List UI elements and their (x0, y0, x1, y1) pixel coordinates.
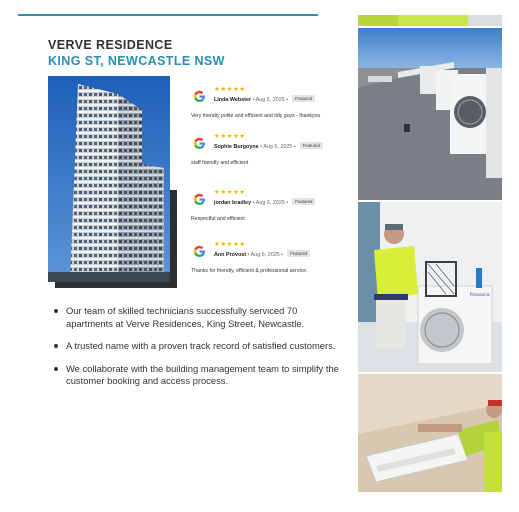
review-card (191, 135, 351, 166)
photo-rooftop-ac-units (358, 28, 502, 200)
review-card (191, 88, 351, 119)
highlight-item: Our team of skilled technicians successfully serviced 70 apartments at Verve Residences, King Street, Newcastle. (52, 305, 342, 330)
reviewer-line: Linda Webster • Aug 5, 2025 • Featured (214, 95, 315, 103)
building-photo (48, 76, 170, 282)
page-subtitle: KING ST, NEWCASTLE NSW (48, 54, 225, 68)
photo-technician-split-system (358, 374, 502, 492)
review-text: Respectful and efficient (191, 216, 245, 222)
review-text: Very friendly polite and efficient and tidy guys - thankyou (191, 113, 321, 119)
reviewer-name: Sophie Burgoyne (214, 144, 259, 150)
reviewer-line: Ann Provost • Aug 6, 2025 • Featured (214, 250, 310, 258)
reviewer-line: jordan bradley • Aug 6, 2025 • Featured (214, 198, 315, 206)
featured-badge: Featured (292, 198, 315, 205)
google-icon (193, 137, 206, 150)
featured-badge: Featured (300, 142, 323, 149)
highlight-item: We collaborate with the building management team to simplify the customer booking and access process. (52, 363, 342, 388)
review-date: Aug 6, 2025 (250, 252, 280, 258)
reviewer-name: jordan bradley (214, 200, 252, 206)
featured-badge: Featured (287, 250, 310, 257)
review-date: Aug 6, 2025 (255, 200, 285, 206)
google-icon (193, 193, 206, 206)
google-icon (193, 245, 206, 258)
star-rating: ★★★★★ (214, 86, 246, 93)
photo-technician-filter (358, 202, 502, 372)
featured-badge: Featured (292, 95, 315, 102)
review-text: staff friendly and efficient (191, 160, 249, 166)
page-title: VERVE RESIDENCE (48, 38, 173, 52)
review-card (191, 243, 351, 274)
star-rating: ★★★★★ (214, 241, 246, 248)
top-divider (18, 14, 318, 16)
review-date: Aug 5, 2025 (255, 97, 285, 103)
highlights-list (52, 305, 342, 398)
highlight-item: A trusted name with a proven track record of satisfied customers. (52, 340, 342, 353)
review-card (191, 191, 351, 222)
reviewer-name: Ann Provost (214, 252, 247, 258)
star-rating: ★★★★★ (214, 189, 246, 196)
google-icon (193, 90, 206, 103)
review-date: Aug 5, 2025 (263, 144, 293, 150)
reviewer-line: Sophie Burgoyne • Aug 5, 2025 • Featured (214, 142, 323, 150)
star-rating: ★★★★★ (214, 133, 246, 140)
photo-hi-vis-strip (358, 14, 502, 26)
reviewer-name: Linda Webster (214, 97, 252, 103)
review-text: Thanks for friendly, efficient & professional service. (191, 268, 308, 274)
svg-text:Panasonic: Panasonic (470, 292, 491, 297)
